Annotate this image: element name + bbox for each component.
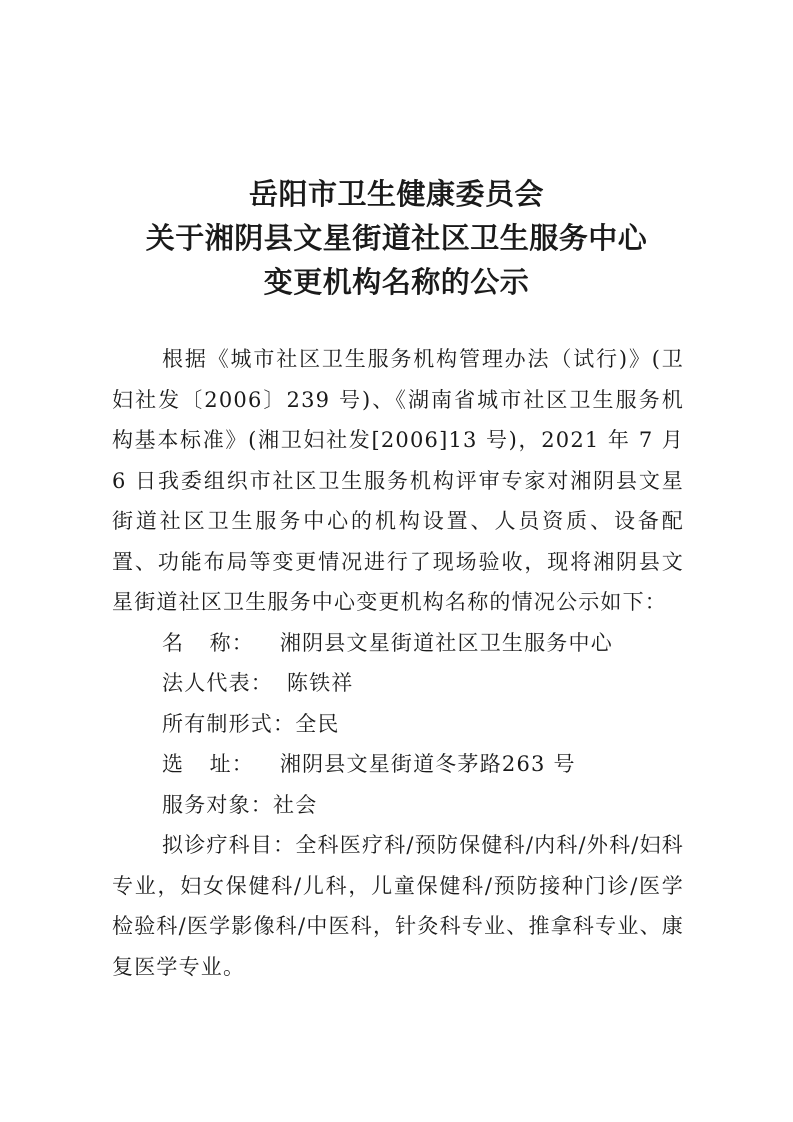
field-address-label-b: 址： bbox=[209, 752, 254, 776]
field-legal-rep bbox=[112, 663, 684, 704]
field-legal-rep-value: 陈铁祥 bbox=[286, 671, 354, 695]
field-ownership-value: 全民 bbox=[295, 711, 340, 736]
departments-paragraph: 拟诊疗科目：全科医疗科/预防保健科/内科/外科/妇科专业，妇女保健科/儿科，儿童保健科/预防接种门诊/医学检验科/医学影像科/中医科，针灸科专业、推拿科专业、康复医学专业。 bbox=[112, 833, 684, 979]
field-address bbox=[112, 744, 684, 785]
field-service-target-label: 服务对象： bbox=[162, 792, 273, 817]
field-address-label bbox=[162, 744, 254, 785]
title-line-3: 变更机构名称的公示 bbox=[263, 265, 530, 299]
field-legal-rep-label: 法人代表： bbox=[162, 671, 273, 695]
field-service-target-value: 社会 bbox=[273, 792, 318, 817]
field-ownership bbox=[112, 704, 684, 745]
field-name bbox=[112, 623, 684, 664]
field-name-label bbox=[162, 623, 254, 664]
field-ownership-label: 所有制形式： bbox=[162, 711, 296, 736]
document-body bbox=[112, 339, 684, 987]
document-title bbox=[0, 172, 793, 304]
field-name-value: 湘阴县文星街道社区卫生服务中心 bbox=[279, 630, 613, 655]
field-name-label-b: 称： bbox=[209, 630, 254, 655]
field-address-value: 湘阴县文星街道冬茅路263 号 bbox=[279, 752, 576, 776]
title-line-2: 关于湘阴县文星街道社区卫生服务中心 bbox=[145, 221, 648, 255]
field-name-label-a: 名 bbox=[162, 630, 185, 655]
field-address-label-a: 选 bbox=[162, 752, 185, 776]
intro-paragraph: 根据《城市社区卫生服务机构管理办法（试行)》(卫妇社发〔2006〕239 号)、《湖南省城市社区卫生服务机构基本标准》(湘卫妇社发[2006]13 号)，2021 年 7 月 6 日我委组织市社区卫生服务机构评审专家对湘阴县文星街道社区卫生服务中心的机构设置、人员资质、设备配置、功能布局等变更情况进行了现场验收，现将湘阴县文星街道社区卫生服务中心变更机构名称的情况公示如下： bbox=[112, 347, 684, 614]
field-service-target bbox=[112, 785, 684, 826]
title-line-1: 岳阳市卫生健康委员会 bbox=[248, 177, 544, 211]
